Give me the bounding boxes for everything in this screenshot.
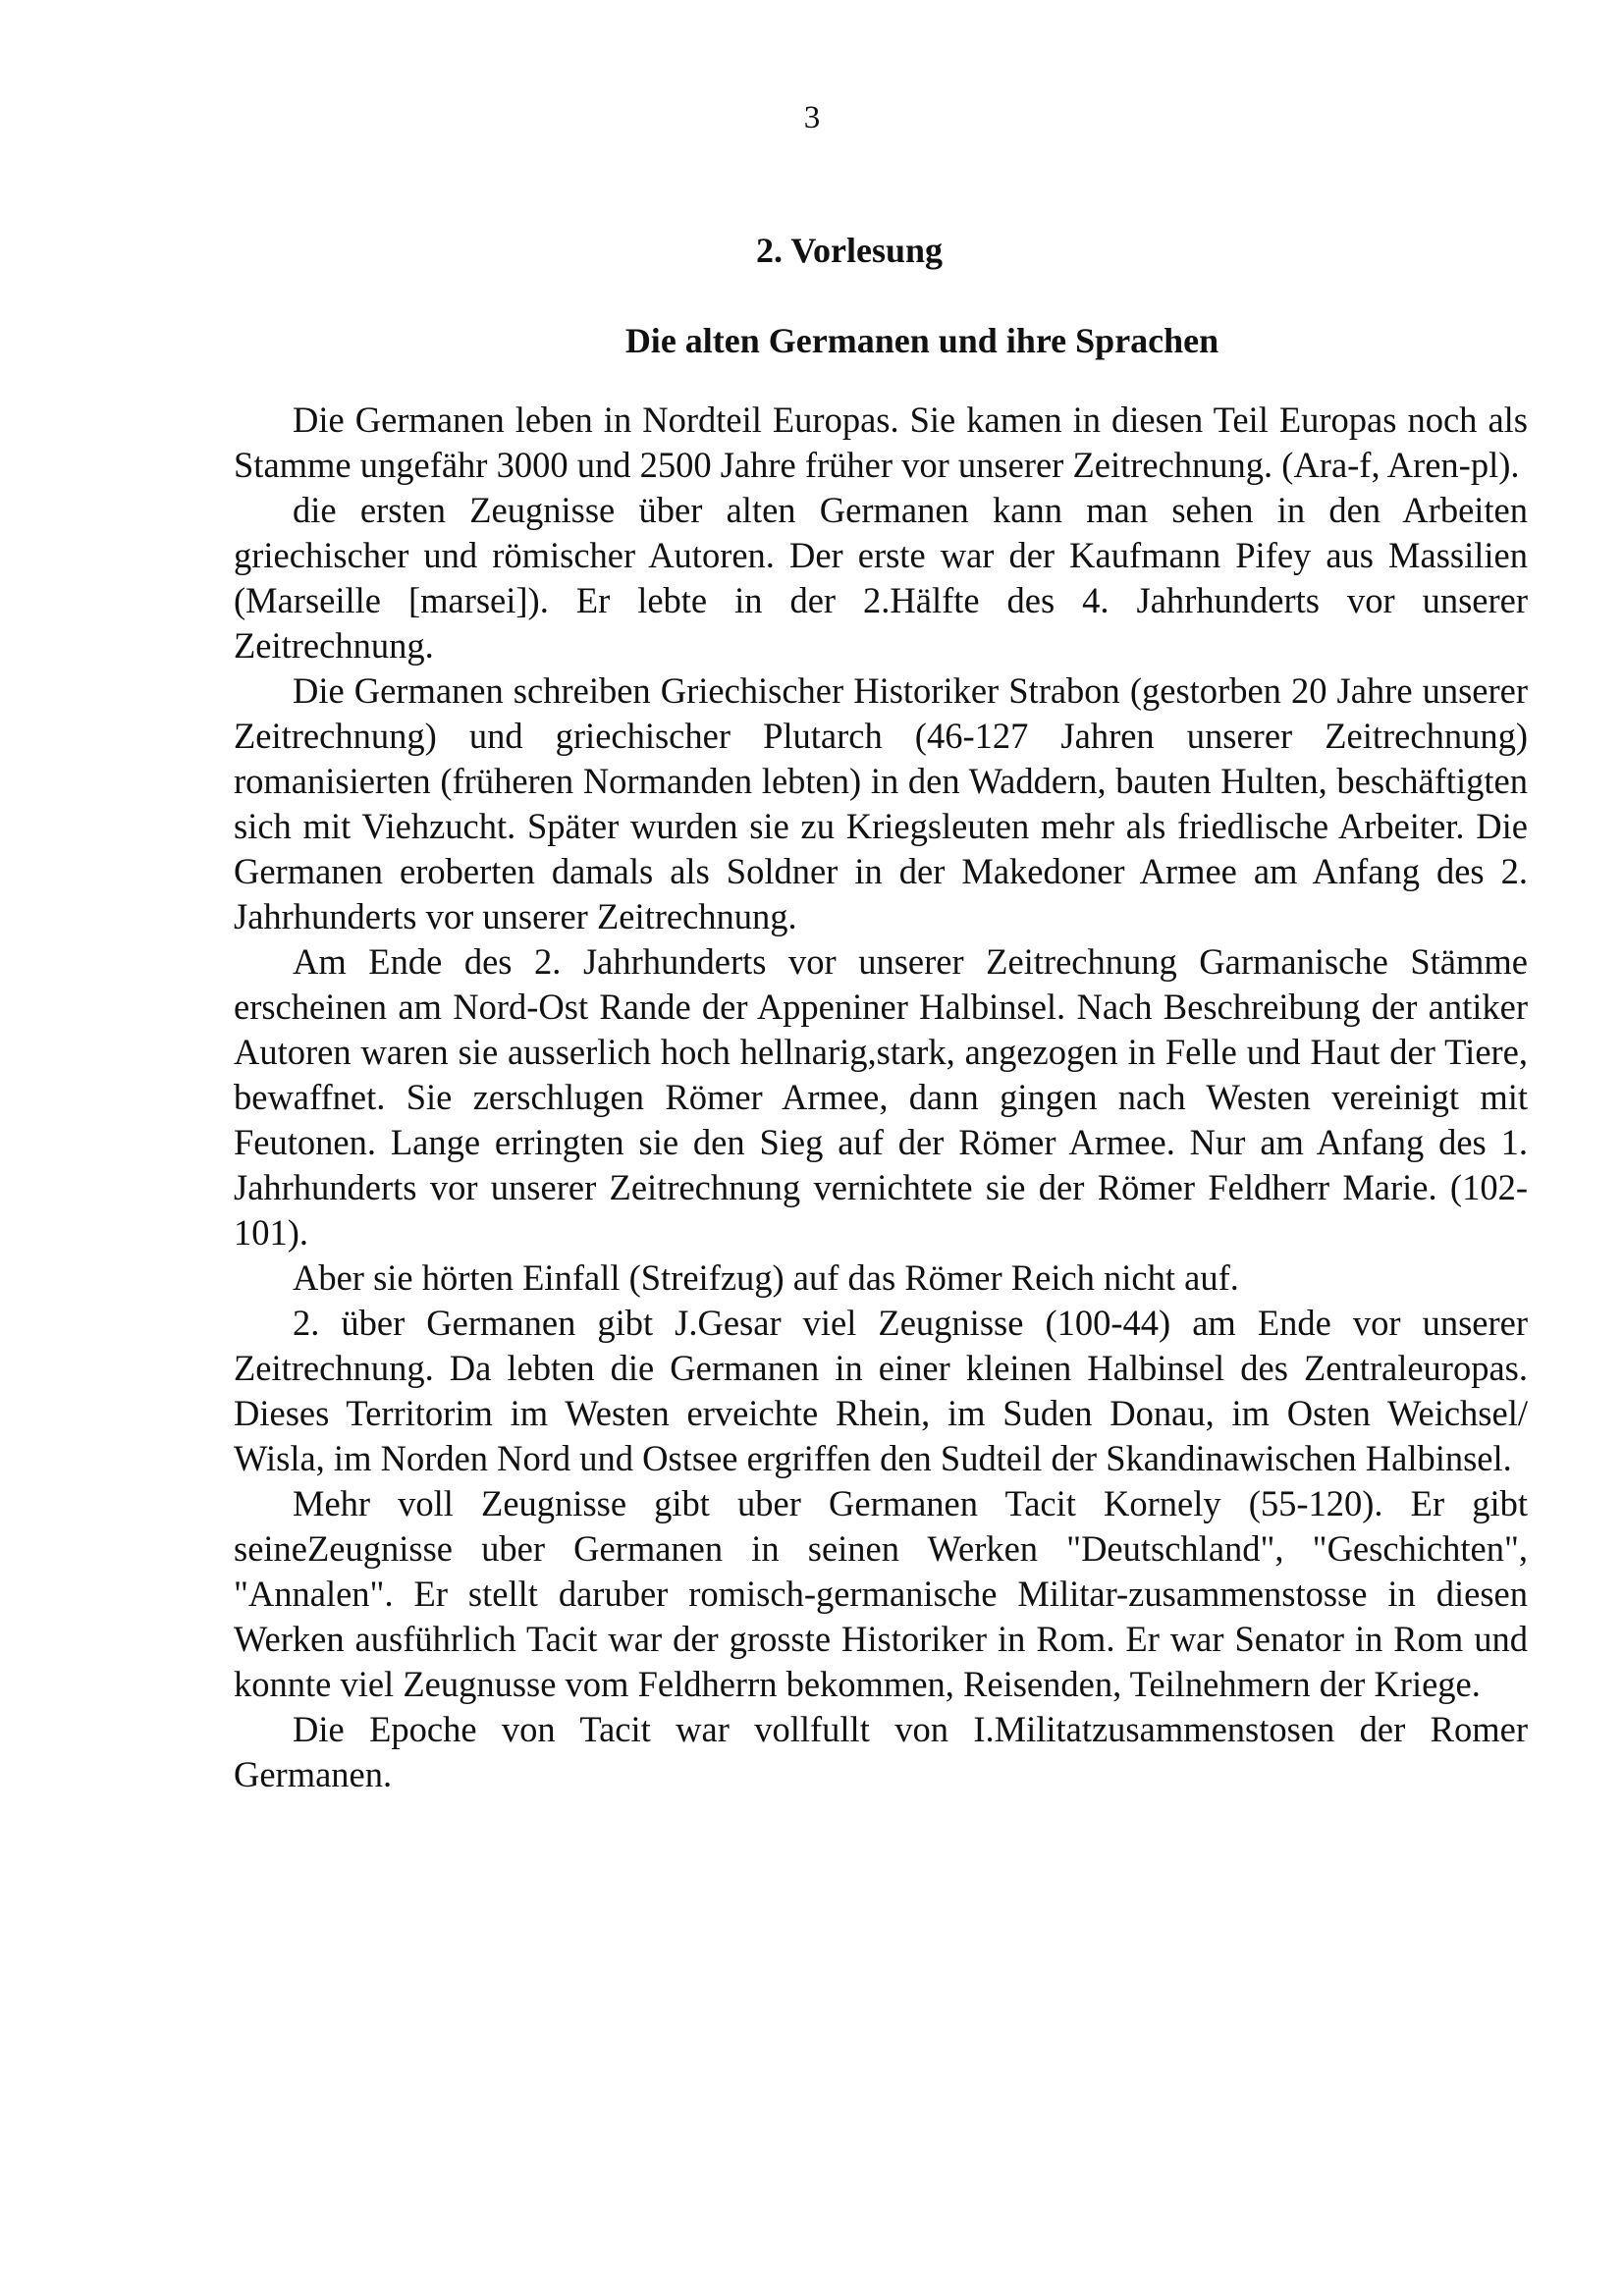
paragraph-6: 2. über Germanen gibt J.Gesar viel Zeugnisse (100-44) am Ende vor unserer Zeitrechnung. Da lebten die Germanen in einer kleinen Halbinsel des Zentraleuropas. Dieses Territorim im Westen erveichte Rhein, im Suden Donau, im Osten Weichsel/ Wisla, im Norden Nord und Ostsee ergriffen den Sudteil der Skandinawischen Halbinsel. — [234, 1303, 1528, 1478]
body-text — [234, 398, 1528, 1797]
paragraph-5: Aber sie hörten Einfall (Streifzug) auf das Römer Reich nicht auf. — [293, 1257, 1239, 1298]
paragraph-7: Mehr voll Zeugnisse gibt uber Germanen Tacit Kornely (55-120). Er gibt seineZeugnisse uber Germanen in seinen Werken "Deutschland", "Geschichten", "Annalen". Er stellt daruber romisch-germanische Militar-zusammenstosse in diesen Werken ausführlich Tacit war der grosste Historiker in Rom. Er war Senator in Rom und konnte viel Zeugnusse vom Feldherrn bekommen, Reisenden, Teilnehmern der Kriege. — [234, 1483, 1528, 1704]
page-number: 3 — [803, 100, 821, 135]
lecture-number: 2. Vorlesung — [755, 231, 944, 270]
paragraph-4: Am Ende des 2. Jahrhunderts vor unserer Zeitrechnung Garmanische Stämme erscheinen am Nord-Ost Rande der Appeniner Halbinsel. Nach Beschreibung der antiker Autoren waren sie ausserlich hoch hellnarig,stark, angezogen in Felle und Haut der Tiere, bewaffnet. Sie zerschlugen Römer Armee, dann gingen nach Westen vereinigt mit Feutonen. Lange erringten sie den Sieg auf der Römer Armee. Nur am Anfang des 1. Jahrhunderts vor unserer Zeitrechnung vernichtete sie der Römer Feldherr Marie. (102-101). — [234, 941, 1528, 1253]
paragraph-1: Die Germanen leben in Nordteil Europas. Sie kamen in diesen Teil Europas noch als Stamme ungefähr 3000 und 2500 Jahre früher vor unserer Zeitrechnung. (Ara-f, Aren-pl). — [234, 400, 1528, 485]
paragraph-2: die ersten Zeugnisse über alten Germanen kann man sehen in den Arbeiten griechischer und römischer Autoren. Der erste war der Kaufmann Pifey aus Massilien (Marseille [marsei]). Er lebte in der 2.Hälfte des 4. Jahrhunderts vor unserer Zeitrechnung. — [234, 490, 1528, 666]
lecture-title: Die alten Germanen und ihre Sprachen — [624, 321, 1219, 360]
paragraph-8: Die Epoche von Tacit war vollfullt von I.Militatzusammenstosen der Romer Germanen. — [234, 1709, 1528, 1794]
paragraph-3: Die Germanen schreiben Griechischer Historiker Strabon (gestorben 20 Jahre unserer Zeitrechnung) und griechischer Plutarch (46-127 Jahren unserer Zeitrechnung) romanisierten (früheren Normanden lebten) in den Waddern, bauten Hulten, beschäftigten sich mit Viehzucht. Später wurden sie zu Kriegsleuten mehr als friedlische Arbeiter. Die Germanen eroberten damals als Soldner in der Makedoner Armee am Anfang des 2. Jahrhunderts vor unserer Zeitrechnung. — [234, 670, 1528, 936]
